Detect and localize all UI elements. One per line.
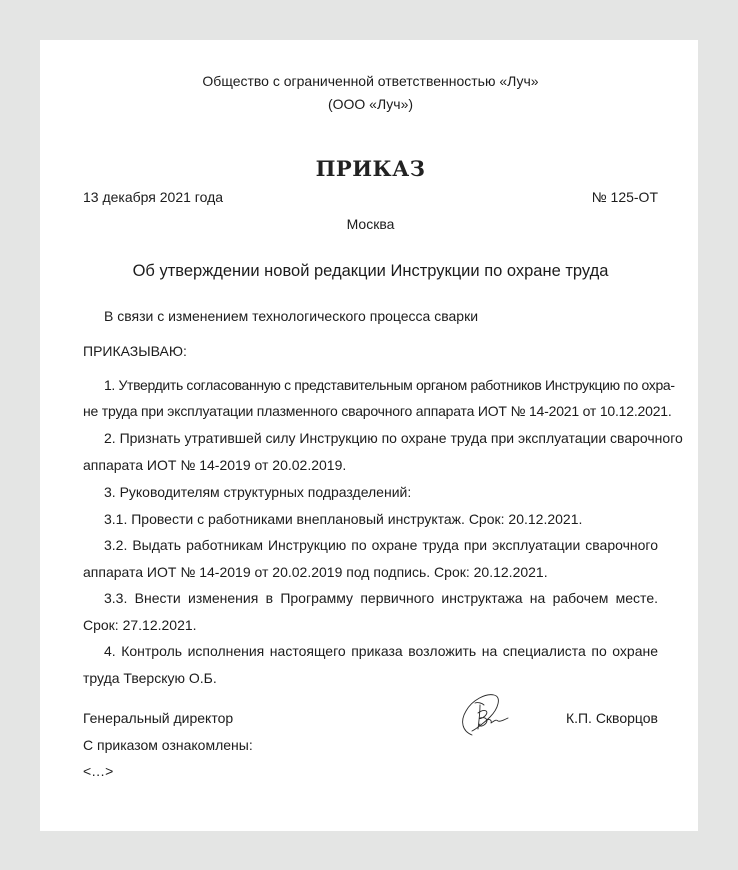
org-full-name: Общество с ограниченной ответственностью «Луч» (202, 73, 539, 89)
item-3-2-line-2: аппарата ИОТ № 14-2019 от 20.02.2019 под подпись. Срок: 20.12.2021. (83, 564, 548, 580)
item-1-line-2: не труда при эксплуатации плазменного сварочного аппарата ИОТ № 14-2021 от 10.12.2021. (83, 403, 672, 419)
document-subject: Об утверждении новой редакции Инструкции по охране труда (132, 262, 609, 280)
item-3-2-line-1: 3.2. Выдать работникам Инструкцию по охране труда при эксплуатации сварочного (104, 537, 658, 553)
order-word: ПРИКАЗЫВАЮ: (83, 343, 187, 359)
item-4-line-1: 4. Контроль исполнения настоящего приказа возложить на специалиста по охране (104, 643, 658, 659)
signer-position: Генеральный директор (83, 710, 234, 726)
item-2-line-1: 2. Признать утратившей силу Инструкцию по охране труда при эксплуатации сварочного (104, 430, 683, 446)
signer-name: К.П. Скворцов (565, 710, 658, 726)
signature-row (83, 709, 658, 727)
acknowledged-label: С приказом ознакомлены: (83, 737, 253, 753)
preamble: В связи с изменением технологического процесса сварки (104, 308, 479, 324)
item-3-line-1: 3. Руководителям структурных подразделений: (104, 484, 412, 500)
item-3-3-line-1: 3.3. Внести изменения в Программу первичного инструктажа на рабочем месте. (104, 590, 658, 606)
date-number-row (83, 188, 658, 206)
item-3-1-line-1: 3.1. Провести с работниками внеплановый инструктаж. Срок: 20.12.2021. (104, 511, 583, 527)
document-type-title: ПРИКАЗ (315, 156, 426, 181)
item-1-line-1: 1. Утвердить согласованную с представительным органом работников Инструкцию по охра- (104, 377, 675, 393)
acknowledged-placeholder: <…> (83, 763, 114, 779)
document-city: Москва (346, 216, 395, 232)
item-2-line-2: аппарата ИОТ № 14-2019 от 20.02.2019. (83, 457, 347, 473)
handwritten-signature-icon (458, 691, 514, 737)
org-short-name: (ООО «Луч») (327, 96, 414, 112)
item-4-line-2: труда Тверскую О.Б. (83, 670, 217, 686)
document-page (40, 40, 698, 831)
document-date: 13 декабря 2021 года (83, 189, 224, 205)
item-3-3-line-2: Срок: 27.12.2021. (83, 617, 197, 633)
document-number: № 125-ОТ (591, 189, 658, 205)
